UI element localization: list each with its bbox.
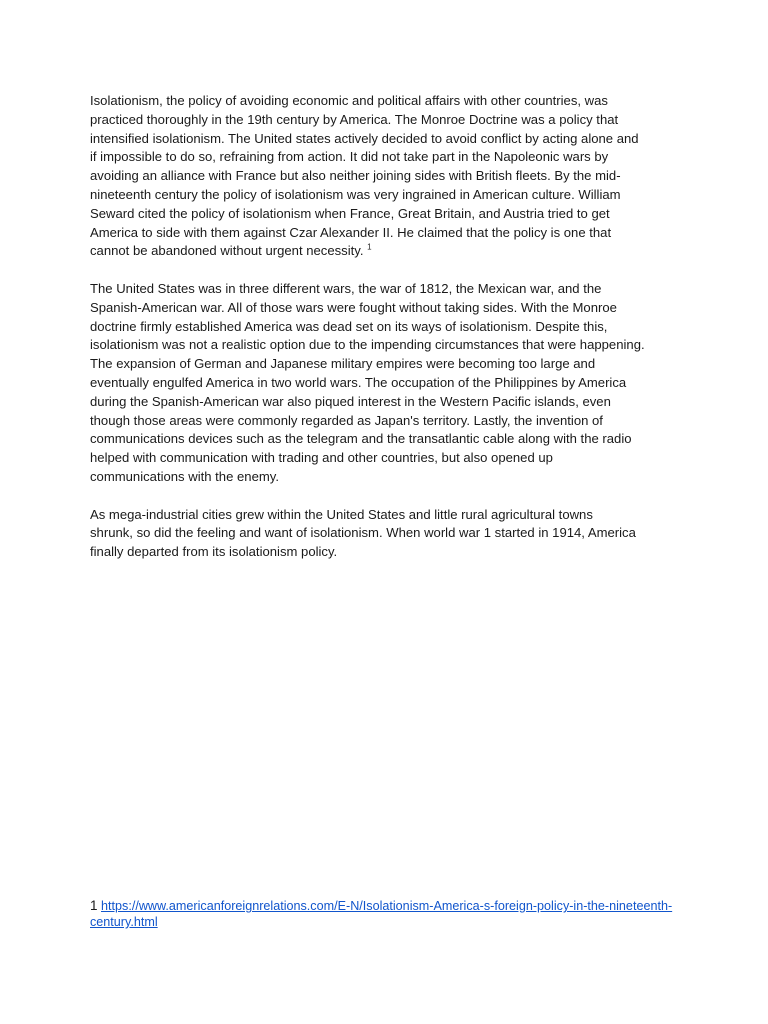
paragraph-1-text: Isolationism, the policy of avoiding economic and political affairs with other countries, was practiced thoroughly in the 19th century by America. The Monroe Doctrine was a policy that intensified isolationism. The United states actively decided to avoid conflict by acting alone and if impossible to do so, refraining from action. It did not take part in the Napoleonic wars by avoiding an alliance with France but also neither joining sides with British fleets. By the mid- nineteenth century the policy of isolationism was very ingrained in American culture. William Seward cited the policy of isolationism when France, Great Britain, and Austria tried to get America to side with them against Czar Alexander II. He claimed that the policy is one that cannot be abandoned without urgent necessity. bbox=[90, 93, 639, 259]
paragraph-3 bbox=[90, 506, 680, 562]
footnote bbox=[90, 898, 690, 930]
footnote-number: 1 bbox=[90, 898, 98, 913]
document-body bbox=[90, 92, 680, 562]
paragraph-1 bbox=[90, 92, 680, 261]
paragraph-2-text: The United States was in three different wars, the war of 1812, the Mexican war, and the Spanish-American war. All of those wars were fought without taking sides. With the Monroe doctrine firmly established America was dead set on its ways of isolationism. Despite this, isolationism was not a realistic option due to the impending circumstances that were happening. The expansion of German and Japanese military empires were becoming too large and eventually engulfed America in two world wars. The occupation of the Philippines by America during the Spanish-American war also piqued interest in the Western Pacific islands, even though those areas were commonly regarded as Japan's territory. Lastly, the invention of communications devices such as the telegram and the transatlantic cable along with the radio helped with communication with trading and other countries, but also opened up communications with the enemy. bbox=[90, 280, 645, 484]
paragraph-3-text: As mega-industrial cities grew within the United States and little rural agricultural towns shrunk, so did the feeling and want of isolationism. When world war 1 started in 1914, America finally departed from its isolationism policy. bbox=[90, 506, 636, 560]
paragraph-2 bbox=[90, 280, 680, 487]
footnote-reference[interactable]: 1 bbox=[367, 243, 372, 253]
footnote-link[interactable]: https://www.americanforeignrelations.com/E-N/Isolationism-America-s-foreign-policy-in-the-nineteenth- century.html bbox=[90, 899, 673, 929]
